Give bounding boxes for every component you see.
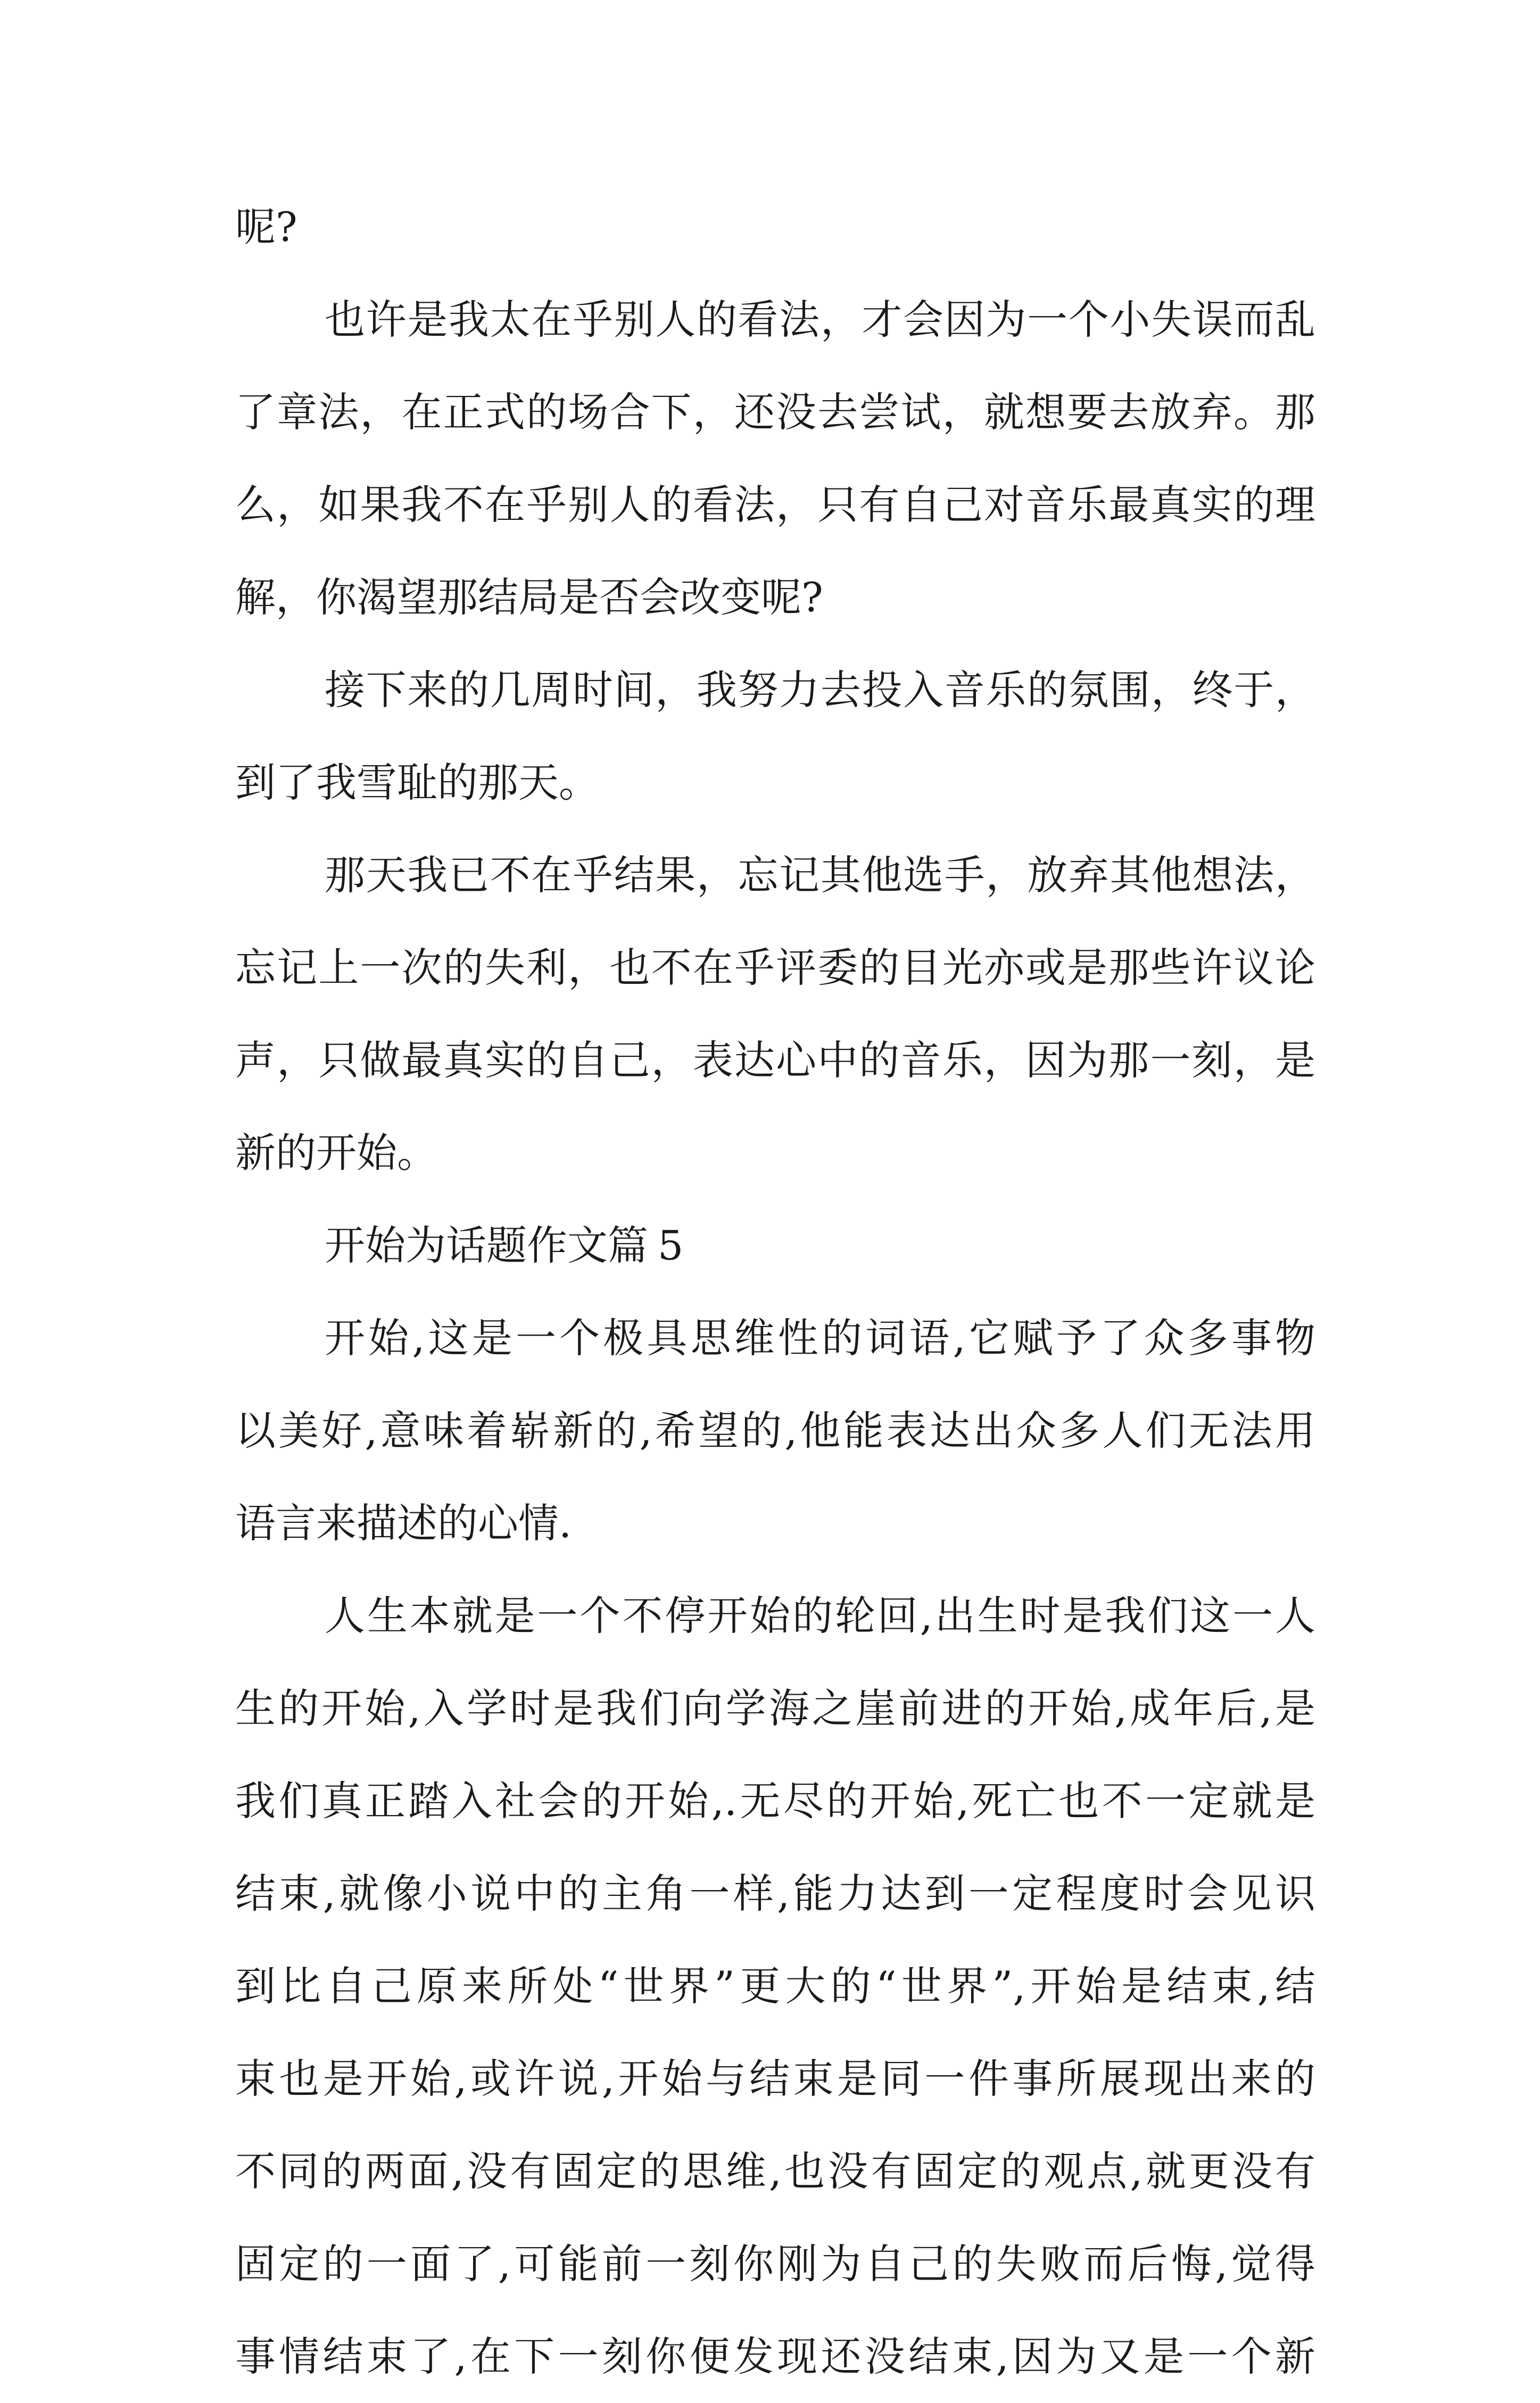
text-line: 忘记上一次的失利，也不在乎评委的目光亦或是那些许议论 bbox=[235, 944, 1315, 991]
text-line: 以美好,意味着崭新的,希望的,他能表达出众多人们无法用 bbox=[235, 1407, 1315, 1454]
text-line: 生的开始,入学时是我们向学海之崖前进的开始,成年后,是 bbox=[235, 1685, 1315, 1732]
text-line: 到了我雪耻的那天。 bbox=[235, 759, 599, 806]
section-heading-number: 5 bbox=[658, 1222, 684, 1269]
text-line: 解，你渴望那结局是否会改变呢? bbox=[235, 574, 823, 621]
text-line: 声，只做最真实的自己，表达心中的音乐，因为那一刻，是 bbox=[235, 1037, 1315, 1084]
section-heading bbox=[235, 1199, 1315, 1292]
text-line: 结束,就像小说中的主角一样,能力达到一定程度时会见识 bbox=[235, 1870, 1315, 1917]
text-line: 人生本就是一个不停开始的轮回,出生时是我们这一人 bbox=[325, 1592, 1315, 1639]
text-line: 不同的两面,没有固定的思维,也没有固定的观点,就更没有 bbox=[235, 2148, 1315, 2195]
text-line: 呢? bbox=[235, 203, 297, 251]
document-body bbox=[235, 181, 1315, 2403]
text-line: 我们真正踏入社会的开始,.无尽的开始,死亡也不一定就是 bbox=[235, 1777, 1315, 1825]
text-line: 新的开始。 bbox=[235, 1129, 437, 1176]
text-line: 语言来描述的心情. bbox=[235, 1499, 572, 1547]
text-line: 固定的一面了,可能前一刻你刚为自己的失败而后悔,觉得 bbox=[235, 2240, 1315, 2288]
text-line: 那天我已不在乎结果，忘记其他选手，放弃其他想法， bbox=[325, 851, 1315, 899]
text-line: 接下来的几周时间，我努力去投入音乐的氛围，终于， bbox=[325, 666, 1315, 714]
text-line: 束也是开始,或许说,开始与结束是同一件事所展现出来的 bbox=[235, 2055, 1315, 2102]
text-line: 也许是我太在乎别人的看法，才会因为一个小失误而乱 bbox=[325, 296, 1315, 343]
text-line: 开始,这是一个极具思维性的词语,它赋予了众多事物 bbox=[325, 1314, 1315, 1362]
text-line: 了章法，在正式的场合下，还没去尝试，就想要去放弃。那 bbox=[235, 388, 1315, 436]
text-line: 到比自己原来所处“世界”更大的“世界”,开始是结束,结 bbox=[235, 1962, 1315, 2010]
section-heading-text: 开始为话题作文篇 bbox=[325, 1222, 648, 1269]
text-line: 么，如果我不在乎别人的看法，只有自己对音乐最真实的理 bbox=[235, 481, 1315, 528]
text-line: 事情结束了,在下一刻你便发现还没结束,因为又是一个新 bbox=[235, 2333, 1315, 2380]
